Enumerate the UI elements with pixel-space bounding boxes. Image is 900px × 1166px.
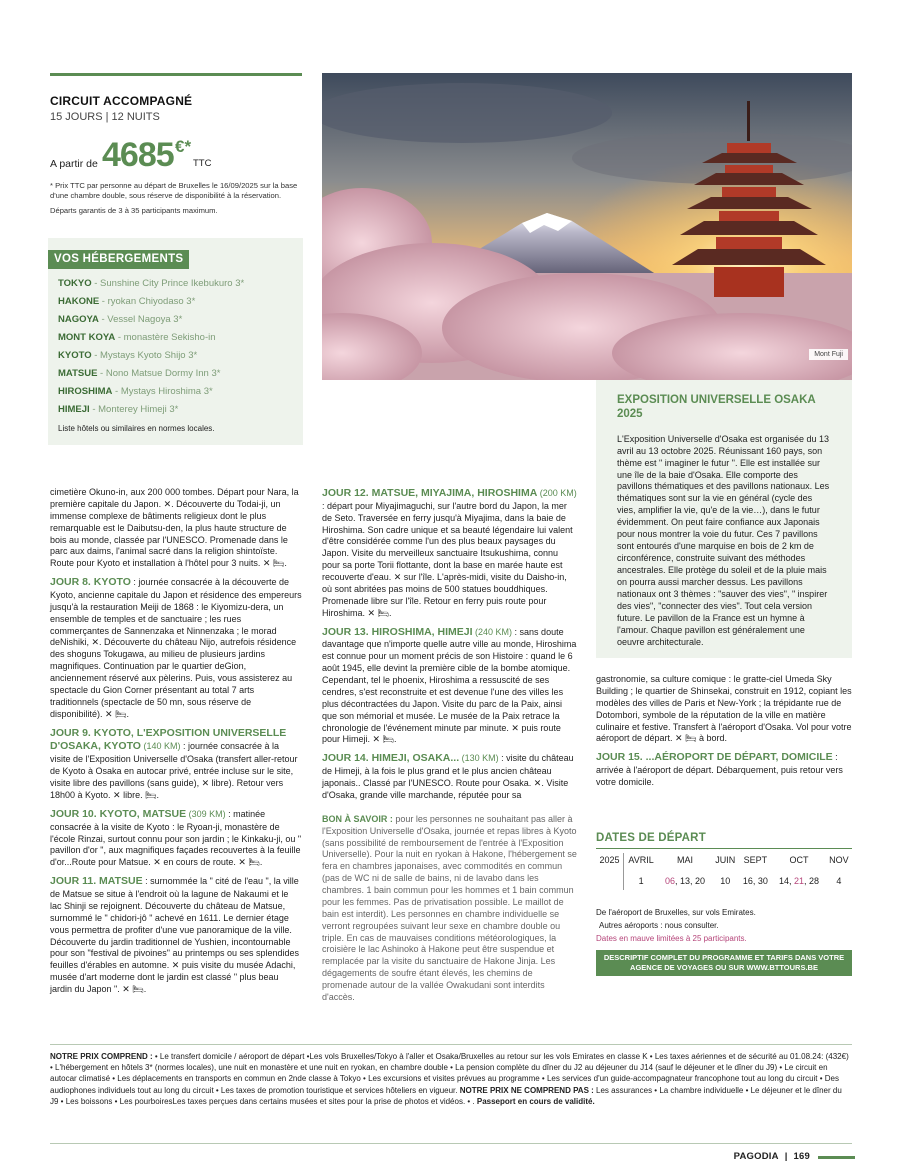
hebergements-box (48, 238, 303, 445)
hebergements-list (58, 278, 244, 422)
hebergement-item (58, 386, 244, 404)
dates-month-values (624, 874, 659, 890)
hebergements-header: VOS HÉBERGEMENTS (48, 250, 189, 269)
price-note: * Prix TTC par personne au départ de Bruxelles le 16/09/2025 sur la base d'une chambre double, sous réserve de disponibilité à la réservation. (50, 181, 298, 200)
itinerary-column-3 (596, 674, 852, 795)
dates-month-values (658, 874, 712, 890)
hebergement-item (58, 350, 244, 368)
day10-km: (309 KM) (186, 808, 226, 819)
hebergement-hotel: - ryokan Chiyodaso 3* (99, 296, 196, 307)
dates-month-header: MAI (676, 855, 693, 865)
footer-rule-bottom (50, 1143, 852, 1144)
day9-paragraph (50, 727, 302, 802)
hebergement-item (58, 368, 244, 386)
hebergements-note: Liste hôtels ou similaires en normes locales. (58, 424, 215, 433)
brand-name: PAGODIA (733, 1151, 779, 1162)
departure-date: 21 (793, 875, 804, 886)
dates-value-row (596, 874, 852, 890)
day9-km: (140 KM) (140, 741, 181, 752)
dates-month-values (772, 874, 826, 890)
expo-title: EXPOSITION UNIVERSELLE OSAKA 2025 (617, 394, 816, 420)
price-conditions (50, 1051, 850, 1107)
dates-month-header: OCT (789, 855, 809, 865)
hebergement-city: KYOTO (58, 350, 92, 361)
dates-note-airport: De l'aéroport de Bruxelles, sur vols Emirates. (596, 908, 756, 917)
top-rule-left (50, 73, 302, 76)
hebergement-city: HIROSHIMA (58, 386, 113, 397)
price-value: 4685 (102, 136, 174, 174)
day15-paragraph (596, 751, 852, 789)
departure-date: 10 (720, 875, 731, 886)
mount-fuji-photo (322, 73, 852, 380)
day12-text: : départ pour Miyajimaguchi, sur l'autre bord du Japon, la mer de Seto. Traversée en ferry jusqu'à Miyajima, dans la baie de Hiroshima. Son cadre unique et sa beauté légendaire lui valent d'être considérée comme l'un des plus beaux paysages du Japon. Visite du merveilleux sanctuaire Itsukushima, connu pour sa porte Torii flottante, dont la base en marée haute est recouverte d'eau. ✕ sur l'île. L'après-midi, visite du Daisho-in, où sont abritées pas moins de 500 statues bouddhiques. Promenade libre sur l'île. Retour en ferry puis route pour Hiroshima. ✕ 🛏. (322, 500, 573, 618)
ne-comprend-label: NOTRE PRIX NE COMPREND PAS : (457, 1085, 594, 1095)
day11-paragraph (50, 875, 302, 996)
hebergement-city: HIMEJI (58, 404, 90, 415)
departure-date: 06 (664, 875, 675, 886)
day9-text: : journée consacrée à la visite de l'Exposition Universelle d'Osaka (transfert aller-retour de Kyoto à Osaka en autocar privé, entrée incluse sur le site, visite libre des pavillons (sans guide), ✕ libre). Retour vers 18h00 à Kyoto. ✕ libre. 🛏. (50, 741, 298, 800)
dates-title: DATES DE DÉPART (596, 832, 706, 844)
dates-month-header: AVRIL (628, 855, 654, 865)
passport-note: Passeport en cours de validité. (474, 1096, 595, 1106)
dates-rule (596, 848, 852, 849)
day13-km: (240 KM) (472, 626, 513, 637)
day14-title: JOUR 14. HIMEJI, OSAKA... (322, 752, 460, 765)
hebergement-item (58, 278, 244, 296)
dates-note-others: Autres aéroports : nous consulter. (599, 920, 719, 930)
day8-text: : journée consacrée à la découverte de Kyoto, ancienne capitale du Japon et résidence des empereurs jusqu'à la restauration Meiji de 1868 : le Kiyomizu-dera, un ensemble de temples et de sanctuaire ; les rues commerçantes de Sannenzaka et Ninnenzaka ; le morad deNishiki, ✕. Découverte du château Nijo, autrefois résidence des shoguns Tokugawa, au milieu de plusieurs jardins magnifiques. Continuation par le quartier deGion, anciennement réservé aux pèlerins. Puis, vous assisterez au spectacle du Gion Corner présentant au total 7 arts traditionnels (spectacle de 50 mn, sous réserve de disponibilité). ✕ 🛏. (50, 577, 302, 719)
day10-title: JOUR 10. KYOTO, MATSUE (50, 807, 187, 820)
dates-month-header: JUIN (715, 855, 736, 865)
price-suffix: TTC (193, 158, 212, 169)
hebergement-item (58, 314, 244, 332)
expo-text: L'Exposition Universelle d'Osaka est organisée du 13 avril au 13 octobre 2025. Réunissant 160 pays, son thème est " imaginer le futur ". Elle est installée sur une île de la baie d'Osaka. Elle comporte des pavillons thématiques et des pavillons nationaux. Les thématiques sont sur la vie en général (cycle des vies, amplifier la vie, qu'e de la vie…), dans le futur évidemment. On peut faire confiance aux Japonais pour nous montrer la voie du futur. Ces 7 pavillons sont entourés d'une marquise en bois de 2 km de circonférence, construite suivant des méthodes ancestrales. Elle protège du soleil et de la pluie mais on pourra aussi marcher dessus. Les pavillons nationaux ont 3 thèmes : "sauver des vies", " inspirer des vies", "connecter des vies". Tout cela version future. Le pavillon de la France est un hymne à l'amour. Chaque pavillon est généralement une oeuvre architecturale. (617, 433, 830, 648)
hebergement-city: MONT KOYA (58, 332, 116, 343)
day9-title: JOUR 9. KYOTO, L'EXPOSITION UNIVERSELLE D'OSAKA, KYOTO (50, 726, 287, 753)
day11-text: : surnommée la " cité de l'eau ", la ville de Matsue se situe à l'endroit où la lagune de Nakaumi et le lac Shinji se rejoignent. Découverte du château de Matsue, surnommé le " chidori-jô " achevé en 1611. Le dernier étage vous permettra de profiter d'une vue panoramique de la ville. Découverte du jardin traditionnel de Yushien, incontournable pour son "festival de pivoines" au printemps ou ses splendides feuilles d'érables en automne. ✕ puis visite du musée Adachi, musée d'art moderne dont le jardin est classé " plus beau jardin du Japon ". ✕ 🛏. (50, 876, 300, 995)
day13-title: JOUR 13. HIROSHIMA, HIMEJI (322, 625, 473, 638)
departure-date: 4 (836, 875, 842, 886)
bon-a-savoir-label: BON À SAVOIR : (322, 813, 393, 824)
hebergement-city: NAGOYA (58, 314, 99, 325)
page-number: 169 (793, 1151, 810, 1162)
dates-notes (596, 907, 756, 945)
day8-title: JOUR 8. KYOTO (50, 576, 131, 589)
hebergement-city: HAKONE (58, 296, 100, 307)
day10-text: : matinée consacrée à la visite de Kyoto : le Ryoan-ji, monastère de l'école Rinzai, surtout connu pour son jardin ; le Kinkaku-ji, ou " pavillon d'or ", aux magnifiques façades recouvertes à la feuille d'or...Route pour Matsue. ✕ en cours de route. ✕ 🛏. (50, 808, 302, 868)
price-prefix: A partir de (50, 158, 98, 170)
departure-date: 16, 30 (742, 875, 768, 886)
photo-caption: Mont Fuji (809, 349, 848, 360)
dates-month-values (739, 874, 773, 890)
dates-month-values (826, 874, 852, 890)
day12-title: JOUR 12. MATSUE, MIYAJIMA, HIROSHIMA (322, 487, 538, 499)
day13-paragraph (322, 626, 577, 747)
bon-a-savoir (322, 814, 577, 1004)
hebergement-hotel: - Mystays Hiroshima 3* (112, 386, 213, 397)
itinerary-column-1 (50, 487, 302, 1002)
day15-title: JOUR 15. ...AÉROPORT DE DÉPART, DOMICILE (596, 751, 833, 764)
day7-continuation: cimetière Okuno-in, aux 200 000 tombes. Départ pour Nara, la première capitale du Japon. ✕. Découverte du Todai-ji, un immense complexe de bâtiments religieux dont le plus remarquable est le Daibutsu-den, la plus haute structure de bois au monde, classée par l'UNESCO. Promenade dans le parc aux daims, l'animal sacré dans la religion shintoïste. Route pour Kyoto et installation à l'hôtel pour 3 nuits. ✕ 🛏. (50, 487, 299, 569)
hebergement-hotel: - Monterey Himeji 3* (89, 404, 179, 415)
footer-rule-top (50, 1044, 852, 1045)
price-guarantee: Départs garantis de 3 à 35 participants maximum. (50, 206, 218, 215)
dates-table (596, 853, 852, 890)
hebergement-hotel: - Sunshine City Prince Ikebukuro 3* (91, 278, 245, 289)
price-block (50, 138, 290, 178)
day15-text: : arrivée à l'aéroport de départ. Débarquement, puis retour vers votre domicile. (596, 752, 843, 787)
hebergement-hotel: - Mystays Kyoto Shijo 3* (91, 350, 198, 361)
footer-bar (818, 1156, 855, 1159)
circuit-title: CIRCUIT ACCOMPAGNÉ (50, 94, 193, 108)
dates-note-mauve: Dates en mauve limitées à 25 participants. (596, 933, 747, 943)
footer-separator: | (784, 1151, 788, 1162)
circuit-duration: 15 JOURS | 12 NUITS (50, 111, 160, 123)
price-currency: €* (175, 137, 192, 156)
departure-date: 1 (638, 875, 644, 886)
day14-text: : visite du château de Himeji, à la fois le plus grand et le plus ancien château japonais.. Classé par l'UNESCO. Route pour Osaka. ✕. Visite d'Osaka, grande ville marchande, réputée pour sa (322, 753, 574, 800)
dates-month-values (712, 874, 739, 890)
day13-text: : sans doute davantage que n'importe quelle autre ville au monde, Hiroshima est connue pour un moment précis de son Histoire : quand le 6 août 1945, elle devint la première cible de la bombe atomique. Cependant, tel le phoenix, Hiroshima a ressuscité de ses cendres, s'est reconstruite et est devenue l'une des villes les plus décontractées du Japon. Visite du parc de la Paix, ainsi que son mémorial et musée. Le musée de la Paix retrace la chronologie de l'événement minute par minute. ✕ puis route pour Himeji. ✕ 🛏. (322, 626, 577, 745)
dates-year-header: 2025 (596, 853, 624, 874)
departure-date: , 28 (803, 875, 819, 886)
day12-paragraph (322, 487, 577, 620)
dates-header-row (596, 853, 852, 874)
day10-paragraph (50, 808, 302, 869)
hebergement-item (58, 404, 244, 422)
hebergement-city: TOKYO (58, 278, 92, 289)
comprend-label: NOTRE PRIX COMPREND : (50, 1052, 153, 1061)
day8-paragraph (50, 576, 302, 720)
hebergement-hotel: - Vessel Nagoya 3* (98, 314, 183, 325)
hebergement-item (58, 296, 244, 314)
dates-month-header: SEPT (743, 855, 768, 865)
day14-km: (130 KM) (459, 753, 499, 764)
ne-comprend-text: Les assurances • La chambre individuelle • Le déjeuner et le dîner du J9 • Les boissons • Les pourboiresLes taxes perçues dans certains musées et sites pour la prise de photos et vidéos. • . (50, 1085, 842, 1106)
pagoda-landscape-image (322, 73, 852, 380)
comprend-text: • Le transfert domicile / aéroport de départ •Les vols Bruxelles/Tokyo à l'aller et Osaka/Bruxelles au retour sur les vols Emirates en classe K • Les taxes aériennes et de sécurité au 01.08.24: (432€) • L'hébergement en hôtels 3* (normes locales), une nuit en monastère et une nuit en ryokan, en chambre double • La pension complète du dîner du J2 au déjeuner du J14 (sauf le déjeuner et le dîner du J9) • Le circuit en autocar climatisé • Les déplacements en transports en commun en 2nde classe à Tokyo • Les excursions et visites prévues au programme • Les services d'un guide-accompagnateur francophone tout au long du circuit • Des audiophones individuels tout au long du circuit • Les taxes de promotion touristique et services hôteliers en vigueur. (50, 1052, 849, 1095)
bon-a-savoir-text: pour les personnes ne souhaitant pas aller à l'Exposition Universelle d'Osaka, journée et repas libres à Kyoto (sans possibilité de remboursement de l'entrée à l'Exposition Universelle). Pour la nuit en ryokan à Hakone, l'hébergement se fera en chambres japonaises, avec commodités en commun (pas de WC ni de salle de bains, ni de lavabo dans les chambres. 1 bain commun pour les hommes et 1 bain commun pour les femmes. Pas de privatisation possible. Le maillot de bain est interdit). Les personnes en chambre individuelle se verront regroupées suivant leur sexe en chambre double ou triple. En cas de mauvaises conditions météorologiques, la croisière le lac Ashinoko à Hakone peut être suspendue et remplacée par la visite du sanctuaire de Hakone Jinja. Les dégagements de soufre étant élevés, les chemins de promenade autour de la vallée Owakudani sont interdits d'accès. (322, 813, 577, 1002)
expo-box (596, 380, 852, 658)
hebergement-city: MATSUE (58, 368, 98, 379)
day12-km: (200 KM) (537, 488, 577, 498)
itinerary-column-2 (322, 487, 577, 1010)
dates-year-cell (596, 874, 624, 890)
departure-date: , 13, 20 (674, 875, 705, 886)
hebergement-item (58, 332, 244, 350)
day14-paragraph (322, 752, 577, 801)
departure-date: 14, (778, 875, 794, 886)
day11-title: JOUR 11. MATSUE (50, 875, 143, 888)
dates-month-header: NOV (829, 855, 849, 865)
page-footer (734, 1151, 855, 1164)
hebergement-hotel: - Nono Matsue Dormy Inn 3* (97, 368, 221, 379)
hebergement-hotel: - monastère Sekisho-in (115, 332, 216, 343)
descriptif-banner: DESCRIPTIF COMPLET DU PROGRAMME ET TARIFS DANS VOTRE AGENCE DE VOYAGES OU SUR WWW.BTTOURS.BE (596, 950, 852, 976)
day14-continuation: gastronomie, sa culture comique : le gratte-ciel Umeda Sky Building ; le quartier de Shinsekai, construit en 1912, copiant les modèles des villes de Paris et New-York ; la trépidante rue de Dotombori, symbole de la réputation de la ville en matière culinaire et festive. Transfert à l'aéroport d'Osaka. Vol pour votre aéroport de départ. ✕ 🛏 à bord. (596, 674, 852, 744)
